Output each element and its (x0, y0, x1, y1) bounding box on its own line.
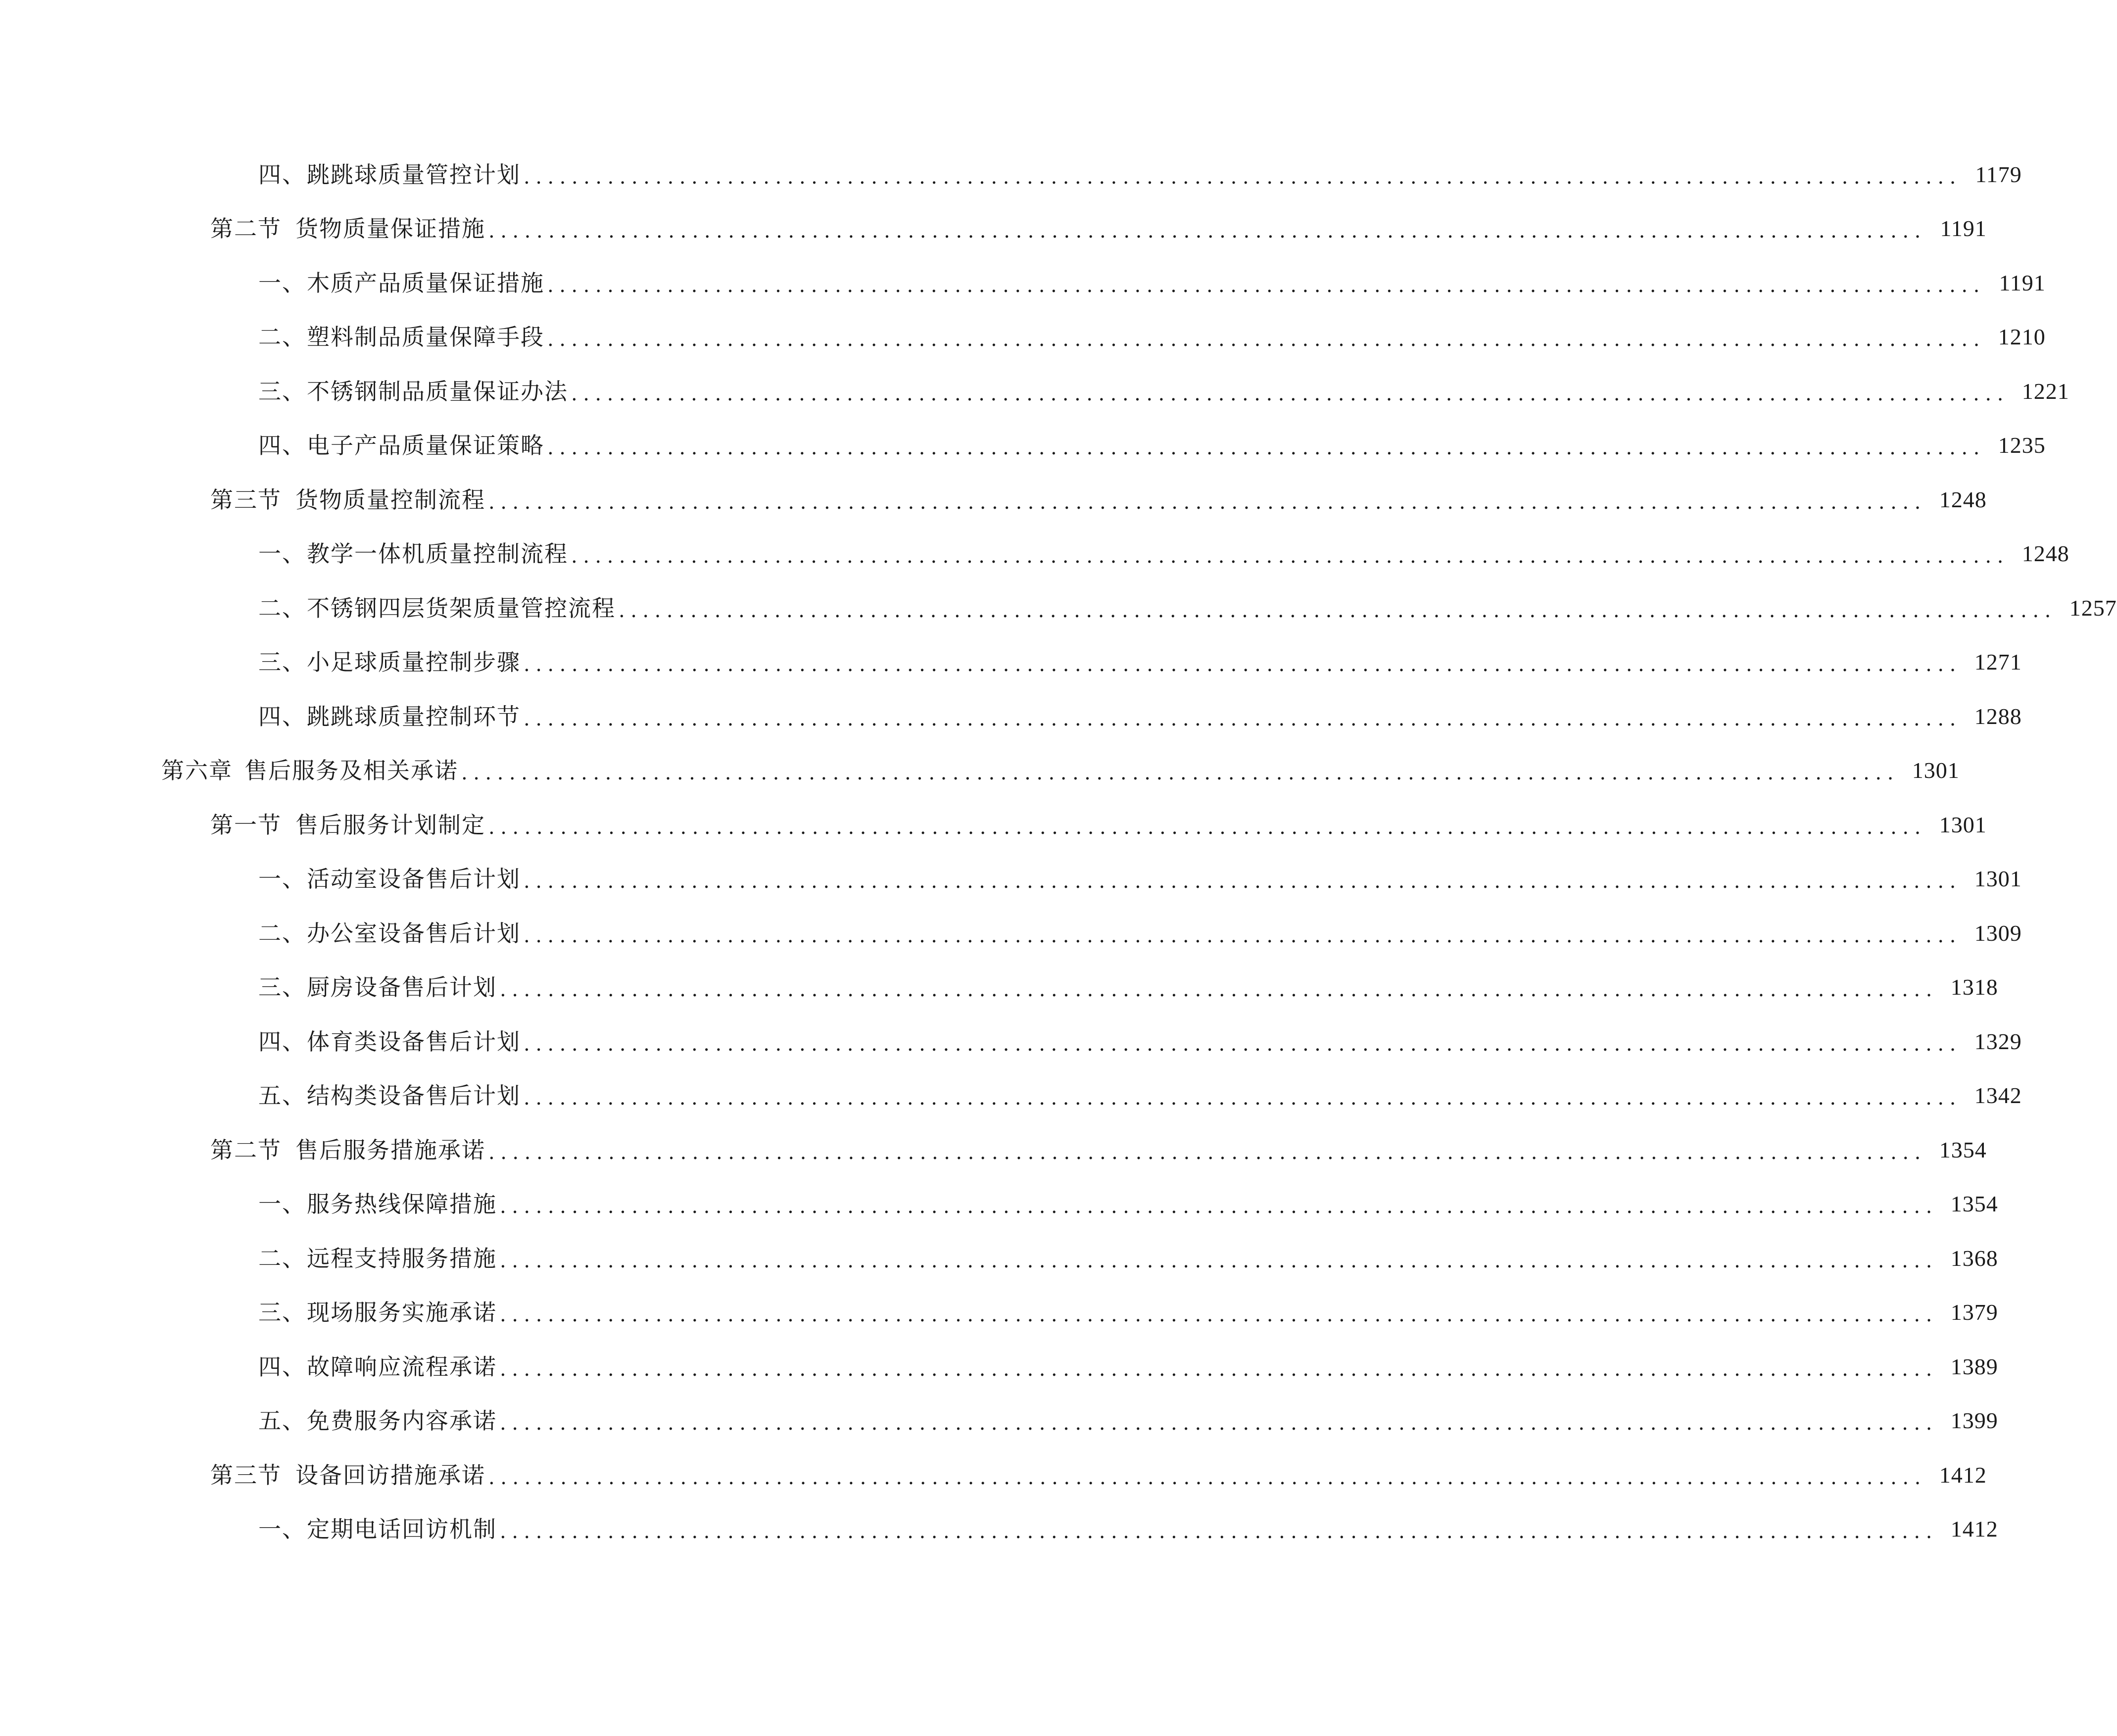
toc-entry-title: 小足球质量控制步骤 (307, 649, 521, 676)
toc-dot-leader: ........................................................................................................................ (500, 1357, 1938, 1381)
toc-entry-number: 第三节 (210, 486, 282, 513)
toc-entry[interactable] (0, 581, 2117, 635)
toc-entry[interactable] (0, 1014, 2022, 1069)
toc-entry-number: 四、 (258, 1353, 306, 1380)
toc-page-number: 1379 (1950, 1300, 1998, 1325)
toc-dot-leader: ........................................................................................................................ (488, 1141, 1926, 1164)
toc-entry[interactable] (0, 1448, 1987, 1502)
toc-entry-label (258, 324, 544, 351)
toc-entry-title: 不锈钢制品质量保证办法 (307, 378, 568, 405)
toc-entry-title: 售后服务计划制定 (295, 811, 485, 838)
toc-entry[interactable] (0, 635, 2022, 690)
toc-entry[interactable] (0, 1286, 1998, 1340)
toc-entry-number: 一、 (258, 866, 306, 893)
toc-entry-number: 一、 (258, 1191, 306, 1218)
toc-entry-number: 四、 (258, 703, 306, 730)
toc-entry-title: 货物质量控制流程 (295, 486, 485, 513)
toc-entry-title: 免费服务内容承诺 (307, 1407, 497, 1435)
toc-entry[interactable] (0, 527, 2069, 581)
toc-entry-number: 三、 (258, 974, 306, 1001)
toc-entry-number: 二、 (258, 324, 306, 351)
toc-dot-leader: ........................................................................................................................ (571, 545, 2009, 568)
toc-entry-number: 三、 (258, 649, 306, 676)
toc-dot-leader: ........................................................................................................................ (524, 1087, 1962, 1110)
toc-entry-number: 四、 (258, 1028, 306, 1055)
toc-entry-label (258, 163, 521, 186)
toc-dot-leader: ........................................................................................................................ (524, 870, 1962, 893)
toc-entry-title: 故障响应流程承诺 (307, 1353, 497, 1380)
toc-entry[interactable] (0, 1502, 1998, 1557)
toc-entry-label (258, 1355, 497, 1378)
toc-page-number: 1368 (1950, 1245, 1998, 1271)
toc-dot-leader: ........................................................................................................................ (547, 436, 1985, 460)
toc-entry-number: 一、 (258, 1516, 306, 1543)
toc-page-number: 1329 (1974, 1028, 2022, 1054)
toc-entry-number: 五、 (258, 1407, 306, 1435)
toc-entry-number: 二、 (258, 919, 306, 947)
toc-entry-title: 设备回访措施承诺 (295, 1461, 485, 1489)
toc-entry-title: 跳跳球质量管控计划 (307, 161, 521, 188)
toc-page-number: 1354 (1939, 1137, 1987, 1162)
toc-entry-title: 活动室设备售后计划 (307, 866, 521, 893)
toc-entry-number: 第二节 (210, 215, 282, 242)
toc-entry-number: 第三节 (210, 1461, 282, 1489)
toc-page-number: 1288 (1974, 703, 2022, 729)
toc-dot-leader: ........................................................................................................................ (500, 978, 1938, 1002)
toc-entry-number: 四、 (258, 161, 306, 188)
toc-entry-label (258, 705, 521, 728)
toc-entry-label (258, 866, 521, 893)
toc-entry-title: 体育类设备售后计划 (307, 1028, 521, 1055)
toc-dot-leader: ........................................................................................................................ (488, 220, 1926, 243)
toc-entry-label (210, 811, 485, 838)
toc-entry[interactable] (0, 202, 1987, 256)
toc-page-number: 1257 (2069, 595, 2117, 621)
toc-entry[interactable] (0, 1231, 1998, 1286)
toc-entry-label (258, 1301, 497, 1324)
toc-page-number: 1271 (1974, 649, 2022, 675)
toc-entry[interactable] (0, 1069, 2022, 1123)
toc-entry-number: 三、 (258, 378, 306, 405)
toc-dot-leader: ........................................................................................................................ (461, 762, 1899, 785)
toc-page-number: 1389 (1950, 1353, 1998, 1379)
toc-entry[interactable] (0, 1340, 1998, 1394)
toc-entry-label (258, 976, 497, 999)
toc-entry-label (258, 1518, 497, 1541)
toc-entry-number: 一、 (258, 269, 306, 296)
toc-page-number: 1412 (1950, 1516, 1998, 1542)
toc-entry[interactable] (0, 1123, 1987, 1177)
toc-entry[interactable] (0, 1394, 1998, 1448)
toc-entry-label (258, 1191, 497, 1218)
toc-entry-label (258, 1084, 521, 1107)
toc-page-number: 1342 (1974, 1083, 2022, 1109)
toc-entry[interactable] (0, 906, 2022, 961)
toc-entry-title: 远程支持服务措施 (307, 1245, 497, 1272)
toc-dot-leader: ........................................................................................................................ (500, 1303, 1938, 1327)
table-of-contents (0, 147, 2117, 1556)
toc-dot-leader: ........................................................................................................................ (488, 816, 1926, 839)
toc-entry-title: 现场服务实施承诺 (307, 1299, 497, 1326)
toc-entry-title: 办公室设备售后计划 (307, 919, 521, 947)
toc-page-number: 1235 (1998, 433, 2046, 458)
toc-entry-title: 服务热线保障措施 (307, 1191, 497, 1218)
toc-entry-title: 厨房设备售后计划 (307, 974, 497, 1001)
toc-entry[interactable] (0, 961, 1998, 1015)
toc-entry-title: 塑料制品质量保障手段 (307, 324, 544, 351)
toc-dot-leader: ........................................................................................................................ (547, 328, 1985, 351)
toc-entry-label (161, 759, 458, 782)
toc-entry[interactable] (0, 1177, 1998, 1232)
toc-dot-leader: ........................................................................................................................ (500, 1195, 1938, 1218)
toc-entry-label (258, 540, 568, 568)
toc-entry[interactable] (0, 473, 1987, 527)
toc-page-number: 1221 (2021, 378, 2069, 404)
toc-entry-label (210, 217, 485, 240)
toc-dot-leader: ........................................................................................................................ (500, 1520, 1938, 1543)
toc-entry-title: 定期电话回访机制 (307, 1516, 497, 1543)
toc-dot-leader: ........................................................................................................................ (524, 165, 1962, 189)
toc-entry-label (258, 1407, 497, 1435)
toc-page-number: 1210 (1998, 324, 2046, 350)
toc-entry-label (258, 919, 521, 947)
toc-entry-number: 四、 (258, 432, 306, 459)
toc-entry-title: 教学一体机质量控制流程 (307, 540, 568, 568)
toc-dot-leader: ........................................................................................................................ (524, 924, 1962, 947)
toc-page-number: 1301 (1974, 866, 2022, 892)
toc-page-number: 1179 (1975, 161, 2022, 187)
toc-entry-title: 跳跳球质量控制环节 (307, 703, 521, 730)
toc-page-number: 1354 (1950, 1191, 1998, 1217)
toc-page-number: 1301 (1912, 758, 1960, 783)
toc-entry-label (210, 1461, 485, 1489)
toc-entry[interactable] (0, 798, 1987, 852)
toc-dot-leader: ........................................................................................................................ (500, 1249, 1938, 1272)
toc-entry[interactable] (0, 744, 1960, 798)
toc-dot-leader: ........................................................................................................................ (488, 1466, 1926, 1489)
toc-entry-title: 售后服务及相关承诺 (244, 757, 458, 784)
toc-dot-leader: ........................................................................................................................ (488, 490, 1926, 514)
toc-entry-number: 一、 (258, 540, 306, 568)
toc-entry-number: 第一节 (210, 811, 282, 838)
toc-entry-label (258, 380, 568, 403)
toc-entry[interactable] (0, 689, 2022, 744)
toc-page-number: 1248 (1939, 486, 1987, 512)
toc-entry-title: 木质产品质量保证措施 (307, 269, 544, 296)
toc-entry[interactable] (0, 852, 2022, 907)
toc-entry-number: 三、 (258, 1299, 306, 1326)
toc-entry-label (258, 1247, 497, 1270)
toc-entry-title: 货物质量保证措施 (295, 215, 485, 242)
toc-dot-leader: ........................................................................................................................ (524, 707, 1962, 730)
toc-entry-number: 二、 (258, 594, 306, 622)
toc-entry[interactable] (0, 419, 2046, 473)
toc-entry-label (258, 651, 521, 674)
toc-dot-leader: ........................................................................................................................ (619, 599, 2057, 622)
toc-entry-label (258, 1030, 521, 1053)
toc-entry[interactable] (0, 310, 2046, 365)
toc-entry-label (258, 434, 544, 457)
toc-page-number: 1191 (1999, 270, 2046, 295)
toc-page-number: 1412 (1939, 1462, 1987, 1488)
toc-entry[interactable] (0, 147, 2022, 202)
toc-entry-label (258, 594, 616, 622)
toc-entry-number: 第六章 (161, 757, 233, 784)
toc-page-number: 1399 (1950, 1408, 1998, 1434)
toc-entry-title: 售后服务措施承诺 (295, 1136, 485, 1163)
toc-entry-title: 不锈钢四层货架质量管控流程 (307, 594, 616, 622)
toc-entry-number: 第二节 (210, 1136, 282, 1163)
toc-page-number: 1191 (1940, 216, 1987, 241)
toc-dot-leader: ........................................................................................................................ (524, 653, 1962, 676)
toc-dot-leader: ........................................................................................................................ (500, 1412, 1938, 1435)
toc-entry[interactable] (0, 256, 2046, 310)
toc-page-number: 1309 (1974, 920, 2022, 946)
toc-dot-leader: ........................................................................................................................ (547, 274, 1985, 297)
toc-dot-leader: ........................................................................................................................ (524, 1032, 1962, 1056)
toc-entry-label (258, 269, 544, 296)
toc-page-number: 1318 (1950, 974, 1998, 1000)
toc-dot-leader: ........................................................................................................................ (571, 382, 2009, 405)
toc-entry-label (210, 488, 485, 511)
toc-entry-label (210, 1136, 485, 1163)
toc-entry[interactable] (0, 364, 2069, 419)
toc-page-number: 1301 (1939, 812, 1987, 837)
toc-entry-title: 电子产品质量保证策略 (307, 432, 544, 459)
toc-entry-number: 二、 (258, 1245, 306, 1272)
toc-entry-number: 五、 (258, 1082, 306, 1109)
toc-page-number: 1248 (2021, 541, 2069, 567)
toc-entry-title: 结构类设备售后计划 (307, 1082, 521, 1109)
